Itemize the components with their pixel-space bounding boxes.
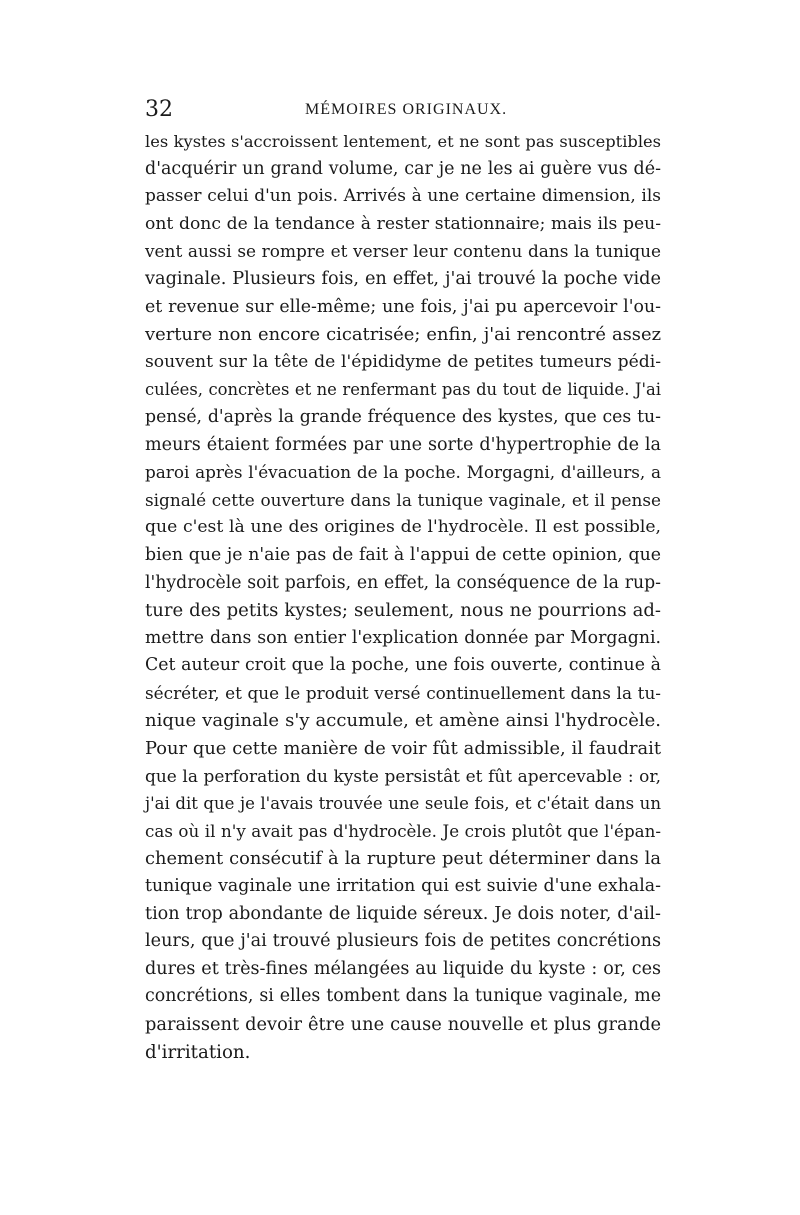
text-line: culées, concrètes et ne renfermant pas du tout de liquide. J'ai bbox=[145, 380, 661, 400]
text-line: verture non encore cicatrisée; enfin, j'ai rencontré assez bbox=[145, 324, 661, 346]
text-line: dures et très-fines mélangées au liquide du kyste : or, ces bbox=[145, 958, 661, 979]
text-line: Pour que cette manière de voir fût admissible, il faudrait bbox=[145, 738, 661, 760]
text-line: ture des petits kystes; seulement, nous ne pourrions ad- bbox=[145, 600, 661, 622]
text-line: bien que je n'aie pas de fait à l'appui de cette opinion, que bbox=[145, 544, 661, 565]
text-line: paroi après l'évacuation de la poche. Morgagni, d'ailleurs, a bbox=[145, 462, 661, 483]
page-header bbox=[145, 95, 675, 125]
text-line: signalé cette ouverture dans la tunique vaginale, et il pense bbox=[145, 489, 661, 510]
running-head: MÉMOIRES ORIGINAUX. bbox=[305, 101, 508, 118]
text-line: passer celui d'un pois. Arrivés à une certaine dimension, ils bbox=[145, 186, 661, 207]
text-line: d'irritation. bbox=[145, 1041, 251, 1063]
text-line: tion trop abondante de liquide séreux. Je dois noter, d'ail- bbox=[145, 903, 661, 924]
text-line: souvent sur la tête de l'épididyme de petites tumeurs pédi- bbox=[145, 351, 661, 372]
text-line: Cet auteur croit que la poche, une fois ouverte, continue à bbox=[145, 655, 661, 676]
text-line: j'ai dit que je l'avais trouvée une seule fois, et c'était dans un bbox=[145, 794, 661, 814]
text-line: sécréter, et que le produit versé continuellement dans la tu- bbox=[145, 682, 661, 703]
text-line: pensé, d'après la grande fréquence des kystes, que ces tu- bbox=[145, 406, 661, 427]
text-line: nique vaginale s'y accumule, et amène ainsi l'hydrocèle. bbox=[145, 710, 661, 732]
text-line: vent aussi se rompre et verser leur contenu dans la tunique bbox=[145, 241, 661, 262]
body-text bbox=[145, 128, 661, 1066]
text-line: les kystes s'accroissent lentement, et ne sont pas susceptibles bbox=[145, 132, 661, 151]
page-number: 32 bbox=[145, 97, 173, 122]
text-line: concrétions, si elles tombent dans la tunique vaginale, me bbox=[145, 986, 661, 1007]
text-line: que c'est là une des origines de l'hydrocèle. Il est possible, bbox=[145, 517, 661, 538]
text-line: chement consécutif à la rupture peut déterminer dans la bbox=[145, 848, 661, 870]
text-line: et revenue sur elle-même; une fois, j'ai pu apercevoir l'ou- bbox=[145, 296, 661, 317]
text-line: mettre dans son entier l'explication donnée par Morgagni. bbox=[145, 627, 661, 648]
text-line: que la perforation du kyste persistât et fût apercevable : or, bbox=[145, 765, 661, 786]
text-line: ont donc de la tendance à rester stationnaire; mais ils peu- bbox=[145, 213, 661, 234]
text-line: cas où il n'y avait pas d'hydrocèle. Je crois plutôt que l'épan- bbox=[145, 820, 661, 841]
text-line: tunique vaginale une irritation qui est suivie d'une exhala- bbox=[145, 876, 661, 897]
text-line: paraissent devoir être une cause nouvelle et plus grande bbox=[145, 1014, 661, 1035]
text-line: vaginale. Plusieurs fois, en effet, j'ai trouvé la poche vide bbox=[145, 268, 661, 289]
text-line: d'acquérir un grand volume, car je ne les ai guère vus dé- bbox=[145, 158, 661, 179]
text-line: leurs, que j'ai trouvé plusieurs fois de petites concrétions bbox=[145, 931, 661, 952]
text-line: l'hydrocèle soit parfois, en effet, la conséquence de la rup- bbox=[145, 572, 661, 593]
text-line: meurs étaient formées par une sorte d'hypertrophie de la bbox=[145, 434, 661, 455]
